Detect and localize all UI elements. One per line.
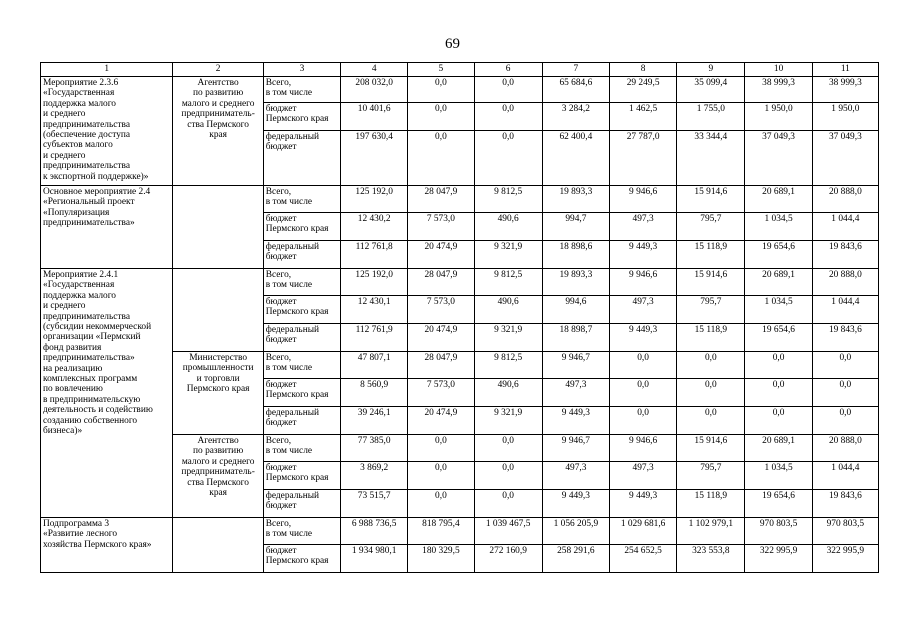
amount-cell: 0,0 (408, 103, 474, 131)
table-row (41, 518, 879, 545)
amount-cell: 0,0 (677, 379, 745, 407)
amount-cell: 1 950,0 (745, 103, 812, 131)
amount-cell: 6 988 736,5 (341, 518, 408, 545)
amount-cell: 18 898,7 (542, 324, 609, 352)
budget-table (40, 62, 879, 573)
amount-cell: 0,0 (745, 379, 812, 407)
amount-cell: 12 430,2 (341, 213, 408, 241)
amount-cell: 0,0 (408, 490, 474, 518)
amount-cell: 9 812,5 (474, 269, 542, 296)
amount-cell: 19 893,3 (542, 269, 609, 296)
funding-source: бюджет Пермского края (263, 103, 340, 131)
executor-empty (173, 269, 263, 352)
amount-cell: 0,0 (677, 352, 745, 379)
executor-empty (173, 186, 263, 269)
amount-cell: 20 888,0 (812, 435, 878, 462)
funding-source: федеральный бюджет (263, 324, 340, 352)
amount-cell: 272 160,9 (474, 545, 542, 573)
amount-cell: 1 462,5 (609, 103, 676, 131)
column-header: 10 (745, 63, 812, 77)
amount-cell: 15 118,9 (677, 490, 745, 518)
amount-cell: 9 812,5 (474, 352, 542, 379)
amount-cell: 0,0 (812, 407, 878, 435)
amount-cell: 7 573,0 (408, 296, 474, 324)
amount-cell: 20 474,9 (408, 407, 474, 435)
amount-cell: 9 449,3 (609, 490, 676, 518)
amount-cell: 20 689,1 (745, 269, 812, 296)
amount-cell: 0,0 (474, 131, 542, 186)
amount-cell: 0,0 (474, 103, 542, 131)
funding-source: федеральный бюджет (263, 490, 340, 518)
amount-cell: 0,0 (609, 352, 676, 379)
amount-cell: 0,0 (812, 379, 878, 407)
amount-cell: 994,6 (542, 296, 609, 324)
amount-cell: 12 430,1 (341, 296, 408, 324)
funding-source: федеральный бюджет (263, 407, 340, 435)
amount-cell: 39 246,1 (341, 407, 408, 435)
amount-cell: 3 284,2 (542, 103, 609, 131)
amount-cell: 38 999,3 (745, 77, 812, 103)
amount-cell: 1 950,0 (812, 103, 878, 131)
funding-source: федеральный бюджет (263, 131, 340, 186)
amount-cell: 1 044,4 (812, 462, 878, 490)
amount-cell: 20 474,9 (408, 324, 474, 352)
amount-cell: 27 787,0 (609, 131, 676, 186)
amount-cell: 9 946,6 (609, 435, 676, 462)
amount-cell: 490,6 (474, 296, 542, 324)
amount-cell: 19 654,6 (745, 324, 812, 352)
amount-cell: 10 401,6 (341, 103, 408, 131)
amount-cell: 1 034,5 (745, 296, 812, 324)
amount-cell: 9 449,3 (609, 241, 676, 269)
amount-cell: 77 385,0 (341, 435, 408, 462)
amount-cell: 15 914,6 (677, 269, 745, 296)
executor-name: Агентство по развитию малого и среднего предприниматель- ства Пермского края (173, 77, 263, 186)
amount-cell: 20 888,0 (812, 186, 878, 213)
amount-cell: 0,0 (474, 77, 542, 103)
amount-cell: 497,3 (609, 213, 676, 241)
amount-cell: 9 946,7 (542, 352, 609, 379)
funding-source: бюджет Пермского края (263, 213, 340, 241)
column-header: 11 (812, 63, 878, 77)
amount-cell: 7 573,0 (408, 379, 474, 407)
amount-cell: 9 812,5 (474, 186, 542, 213)
amount-cell: 795,7 (677, 213, 745, 241)
amount-cell: 0,0 (812, 352, 878, 379)
activity-name: Основное мероприятие 2.4 «Региональный проект «Популяризация предпринимательства» (41, 186, 173, 269)
amount-cell: 0,0 (745, 407, 812, 435)
amount-cell: 0,0 (474, 435, 542, 462)
amount-cell: 20 689,1 (745, 186, 812, 213)
column-header: 9 (677, 63, 745, 77)
column-header: 5 (408, 63, 474, 77)
amount-cell: 9 946,6 (609, 186, 676, 213)
amount-cell: 35 099,4 (677, 77, 745, 103)
amount-cell: 9 321,9 (474, 241, 542, 269)
amount-cell: 490,6 (474, 379, 542, 407)
header-row (41, 63, 879, 77)
funding-source: бюджет Пермского края (263, 379, 340, 407)
amount-cell: 28 047,9 (408, 352, 474, 379)
amount-cell: 62 400,4 (542, 131, 609, 186)
amount-cell: 1 034,5 (745, 462, 812, 490)
amount-cell: 19 654,6 (745, 490, 812, 518)
executor-name: Министерство промышленности и торговли Пермского края (173, 352, 263, 435)
funding-source: бюджет Пермского края (263, 545, 340, 573)
amount-cell: 15 914,6 (677, 435, 745, 462)
column-header: 1 (41, 63, 173, 77)
amount-cell: 20 474,9 (408, 241, 474, 269)
funding-source: Всего, в том числе (263, 186, 340, 213)
amount-cell: 197 630,4 (341, 131, 408, 186)
amount-cell: 1 755,0 (677, 103, 745, 131)
page-number: 69 (445, 36, 460, 52)
amount-cell: 0,0 (408, 131, 474, 186)
amount-cell: 37 049,3 (812, 131, 878, 186)
amount-cell: 1 934 980,1 (341, 545, 408, 573)
amount-cell: 497,3 (609, 462, 676, 490)
funding-source: Всего, в том числе (263, 269, 340, 296)
amount-cell: 0,0 (408, 77, 474, 103)
amount-cell: 112 761,9 (341, 324, 408, 352)
amount-cell: 9 321,9 (474, 407, 542, 435)
amount-cell: 254 652,5 (609, 545, 676, 573)
funding-source: федеральный бюджет (263, 241, 340, 269)
amount-cell: 15 914,6 (677, 186, 745, 213)
amount-cell: 37 049,3 (745, 131, 812, 186)
executor-name: Агентство по развитию малого и среднего предприниматель- ства Пермского края (173, 435, 263, 518)
activity-name: Мероприятие 2.3.6 «Государственная поддержка малого и среднего предпринимательства (обеспечение доступа субъектов малого и среднего предпринимательства к экспортной поддержке)» (41, 77, 173, 186)
amount-cell: 1 029 681,6 (609, 518, 676, 545)
amount-cell: 795,7 (677, 296, 745, 324)
amount-cell: 994,7 (542, 213, 609, 241)
amount-cell: 0,0 (609, 379, 676, 407)
amount-cell: 19 843,6 (812, 490, 878, 518)
amount-cell: 19 843,6 (812, 241, 878, 269)
amount-cell: 33 344,4 (677, 131, 745, 186)
amount-cell: 1 034,5 (745, 213, 812, 241)
amount-cell: 322 995,9 (812, 545, 878, 573)
amount-cell: 20 689,1 (745, 435, 812, 462)
amount-cell: 29 249,5 (609, 77, 676, 103)
amount-cell: 970 803,5 (812, 518, 878, 545)
column-header: 6 (474, 63, 542, 77)
amount-cell: 0,0 (408, 435, 474, 462)
amount-cell: 125 192,0 (341, 186, 408, 213)
amount-cell: 497,3 (609, 296, 676, 324)
amount-cell: 208 032,0 (341, 77, 408, 103)
column-header: 2 (173, 63, 263, 77)
amount-cell: 1 102 979,1 (677, 518, 745, 545)
amount-cell: 1 044,4 (812, 296, 878, 324)
amount-cell: 28 047,9 (408, 269, 474, 296)
funding-source: Всего, в том числе (263, 77, 340, 103)
amount-cell: 18 898,6 (542, 241, 609, 269)
amount-cell: 19 654,6 (745, 241, 812, 269)
amount-cell: 497,3 (542, 379, 609, 407)
column-header: 3 (263, 63, 340, 77)
amount-cell: 47 807,1 (341, 352, 408, 379)
amount-cell: 323 553,8 (677, 545, 745, 573)
amount-cell: 19 843,6 (812, 324, 878, 352)
table-row (41, 269, 879, 296)
column-header: 8 (609, 63, 676, 77)
amount-cell: 73 515,7 (341, 490, 408, 518)
amount-cell: 65 684,6 (542, 77, 609, 103)
activity-name: Подпрограмма 3 «Развитие лесного хозяйства Пермского края» (41, 518, 173, 573)
amount-cell: 125 192,0 (341, 269, 408, 296)
amount-cell: 112 761,8 (341, 241, 408, 269)
amount-cell: 258 291,6 (542, 545, 609, 573)
amount-cell: 7 573,0 (408, 213, 474, 241)
executor-empty (173, 518, 263, 573)
amount-cell: 0,0 (474, 490, 542, 518)
column-header: 7 (542, 63, 609, 77)
amount-cell: 9 946,6 (609, 269, 676, 296)
amount-cell: 15 118,9 (677, 324, 745, 352)
amount-cell: 1 039 467,5 (474, 518, 542, 545)
amount-cell: 497,3 (542, 462, 609, 490)
activity-name: Мероприятие 2.4.1 «Государственная поддержка малого и среднего предпринимательства (субсидии некоммерческой организации «Пермский фонд развития предпринимательства» на реализацию комплексных программ по вовлечению в предпринимательскую деятельность и содействию созданию собственного бизнеса)» (41, 269, 173, 518)
amount-cell: 3 869,2 (341, 462, 408, 490)
funding-source: Всего, в том числе (263, 435, 340, 462)
amount-cell: 19 893,3 (542, 186, 609, 213)
funding-source: Всего, в том числе (263, 352, 340, 379)
table-row (41, 186, 879, 213)
amount-cell: 9 946,7 (542, 435, 609, 462)
amount-cell: 38 999,3 (812, 77, 878, 103)
amount-cell: 9 449,3 (542, 407, 609, 435)
amount-cell: 28 047,9 (408, 186, 474, 213)
amount-cell: 970 803,5 (745, 518, 812, 545)
amount-cell: 20 888,0 (812, 269, 878, 296)
amount-cell: 1 044,4 (812, 213, 878, 241)
amount-cell: 9 449,3 (542, 490, 609, 518)
amount-cell: 0,0 (677, 407, 745, 435)
table-row (41, 77, 879, 103)
amount-cell: 1 056 205,9 (542, 518, 609, 545)
amount-cell: 0,0 (474, 462, 542, 490)
column-header: 4 (341, 63, 408, 77)
amount-cell: 15 118,9 (677, 241, 745, 269)
amount-cell: 9 449,3 (609, 324, 676, 352)
amount-cell: 8 560,9 (341, 379, 408, 407)
amount-cell: 180 329,5 (408, 545, 474, 573)
amount-cell: 490,6 (474, 213, 542, 241)
funding-source: бюджет Пермского края (263, 296, 340, 324)
amount-cell: 0,0 (745, 352, 812, 379)
amount-cell: 9 321,9 (474, 324, 542, 352)
amount-cell: 818 795,4 (408, 518, 474, 545)
funding-source: Всего, в том числе (263, 518, 340, 545)
amount-cell: 795,7 (677, 462, 745, 490)
amount-cell: 0,0 (408, 462, 474, 490)
funding-source: бюджет Пермского края (263, 462, 340, 490)
amount-cell: 0,0 (609, 407, 676, 435)
amount-cell: 322 995,9 (745, 545, 812, 573)
